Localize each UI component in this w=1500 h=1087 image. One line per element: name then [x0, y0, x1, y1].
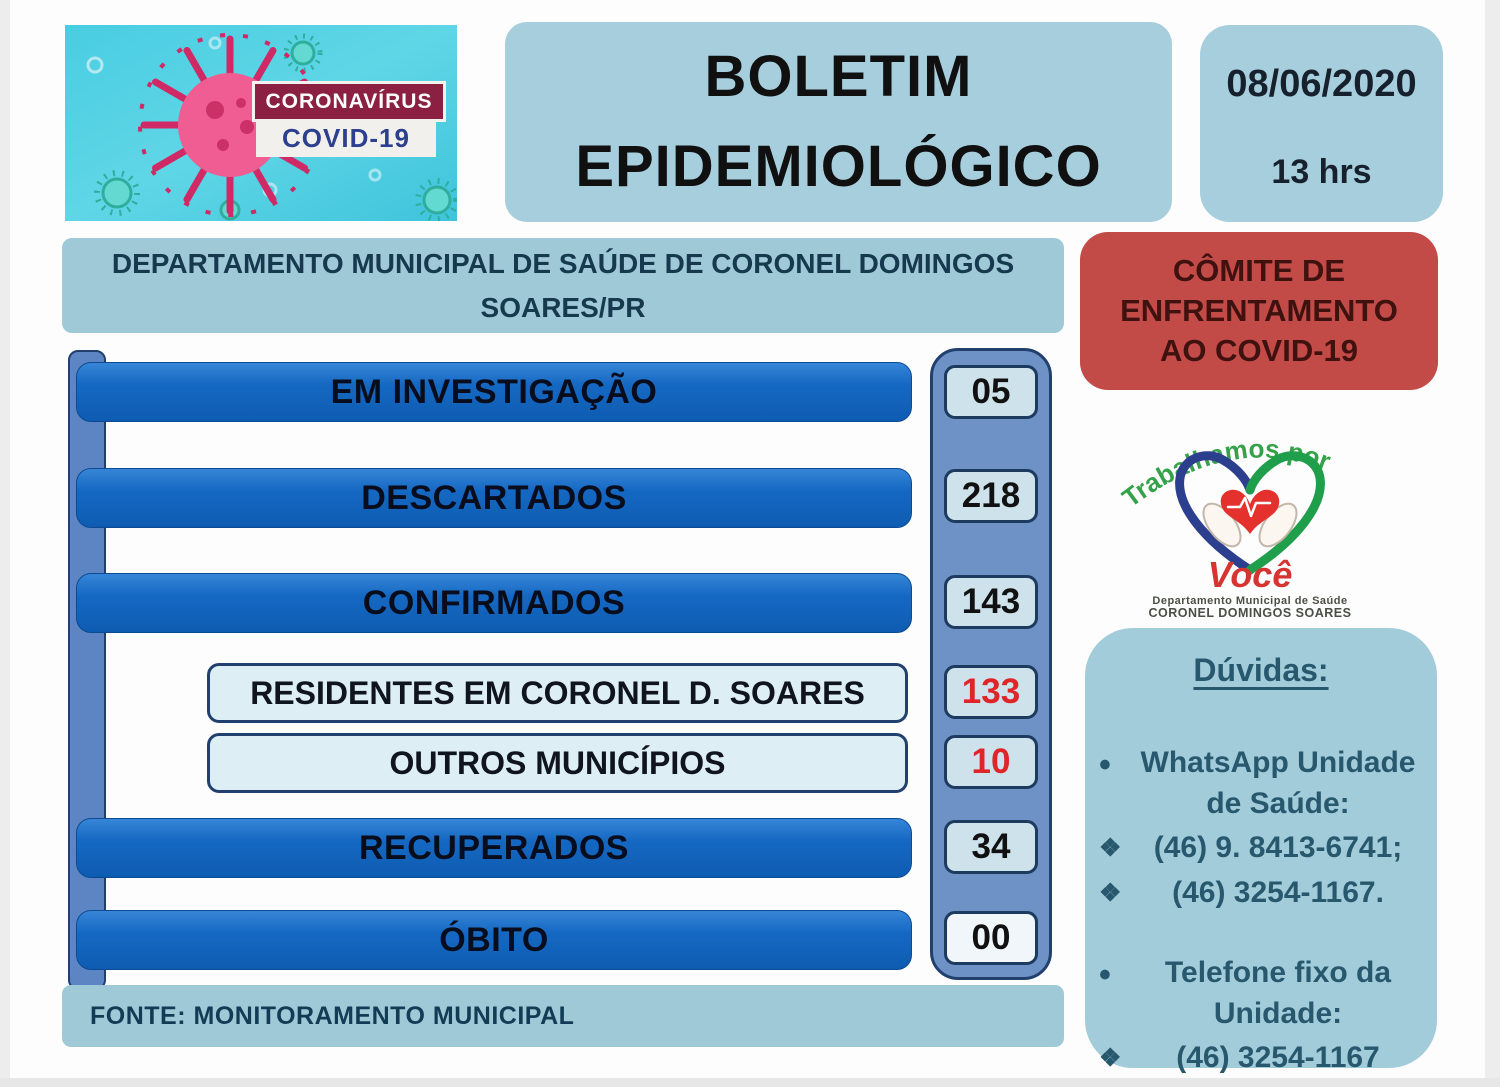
contact-item-phone1 [1099, 828, 1423, 869]
contact-text: WhatsApp Unidade de Saúde: [1140, 746, 1416, 820]
contact-item-landline-label [1099, 953, 1423, 1034]
stat-bar-confirmados [76, 573, 912, 633]
stat-label: RECUPERADOS [359, 828, 629, 867]
value-obito: 00 [944, 911, 1038, 965]
page-edge-bottom [0, 1078, 1500, 1087]
diamond-bullet-icon: ❖ [1099, 878, 1122, 907]
contact-title: Dúvidas: [1193, 652, 1329, 688]
health-department-logo [1100, 412, 1400, 620]
date-time-box [1200, 25, 1443, 222]
stat-bar-em-investigacao [76, 362, 912, 422]
page-title: BOLETIM EPIDEMIOLÓGICO [505, 22, 1172, 222]
dot-bullet-icon: • [1099, 746, 1111, 784]
committee-box: CÔMITE DE ENFRENTAMENTO AO COVID-19 [1080, 232, 1438, 390]
contact-item-landline-number [1099, 1038, 1423, 1079]
stat-label: ÓBITO [439, 920, 549, 959]
stat-label: EM INVESTIGAÇÃO [330, 372, 658, 411]
value-descartados: 218 [944, 469, 1038, 523]
value-em-investigacao: 05 [944, 365, 1038, 419]
coronavirus-label: CORONAVÍRUS [252, 81, 446, 122]
page-edge-right [1485, 0, 1500, 1087]
stat-bar-recuperados [76, 818, 912, 878]
logo-org-line2: CORONEL DOMINGOS SOARES [1148, 606, 1352, 620]
bulletin-time: 13 hrs [1271, 153, 1372, 191]
contact-box [1085, 628, 1437, 1074]
stat-bar-descartados [76, 468, 912, 528]
covid19-label: COVID-19 [256, 119, 436, 157]
source-banner: FONTE: MONITORAMENTO MUNICIPAL [62, 985, 1064, 1047]
contact-item-phone2 [1099, 873, 1423, 914]
bulletin-date: 08/06/2020 [1226, 63, 1417, 105]
logo-org-line1: Departamento Municipal de Saúde [1152, 595, 1348, 607]
contact-item-whatsapp [1099, 743, 1423, 824]
contact-text: (46) 3254-1167 [1176, 1041, 1380, 1074]
department-banner: DEPARTAMENTO MUNICIPAL DE SAÚDE DE CORONEL DOMINGOS SOARES/PR [62, 238, 1064, 333]
value-confirmados: 143 [944, 575, 1038, 629]
logo-svg [1100, 412, 1400, 620]
diamond-bullet-icon: ❖ [1099, 834, 1122, 862]
dot-bullet-icon: • [1099, 956, 1111, 994]
left-vertical-bar [68, 350, 106, 990]
value-outros-municipios: 10 [944, 735, 1038, 789]
stat-label: RESIDENTES EM CORONEL D. SOARES [250, 674, 865, 711]
stat-box-outros-municipios [207, 733, 908, 793]
stat-label: OUTROS MUNICÍPIOS [389, 744, 726, 781]
logo-voce-text: Você [1207, 554, 1293, 595]
contact-text: (46) 9. 8413-6741; [1153, 831, 1403, 864]
contact-text: Telefone fixo da Unidade: [1164, 956, 1392, 1030]
stat-bar-obito [76, 910, 912, 970]
diamond-bullet-icon: ❖ [1099, 1044, 1122, 1072]
stat-label: DESCARTADOS [361, 478, 627, 517]
value-residentes: 133 [944, 665, 1038, 719]
stat-label: CONFIRMADOS [362, 583, 626, 622]
contact-text: (46) 3254-1167. [1172, 875, 1384, 909]
value-recuperados: 34 [944, 820, 1038, 874]
values-column [930, 348, 1052, 980]
logo-arc-text: Trabalhamos por [1116, 433, 1335, 513]
stat-box-residentes [207, 663, 908, 723]
page-edge-left [0, 0, 10, 1087]
coronavirus-image [65, 25, 457, 221]
